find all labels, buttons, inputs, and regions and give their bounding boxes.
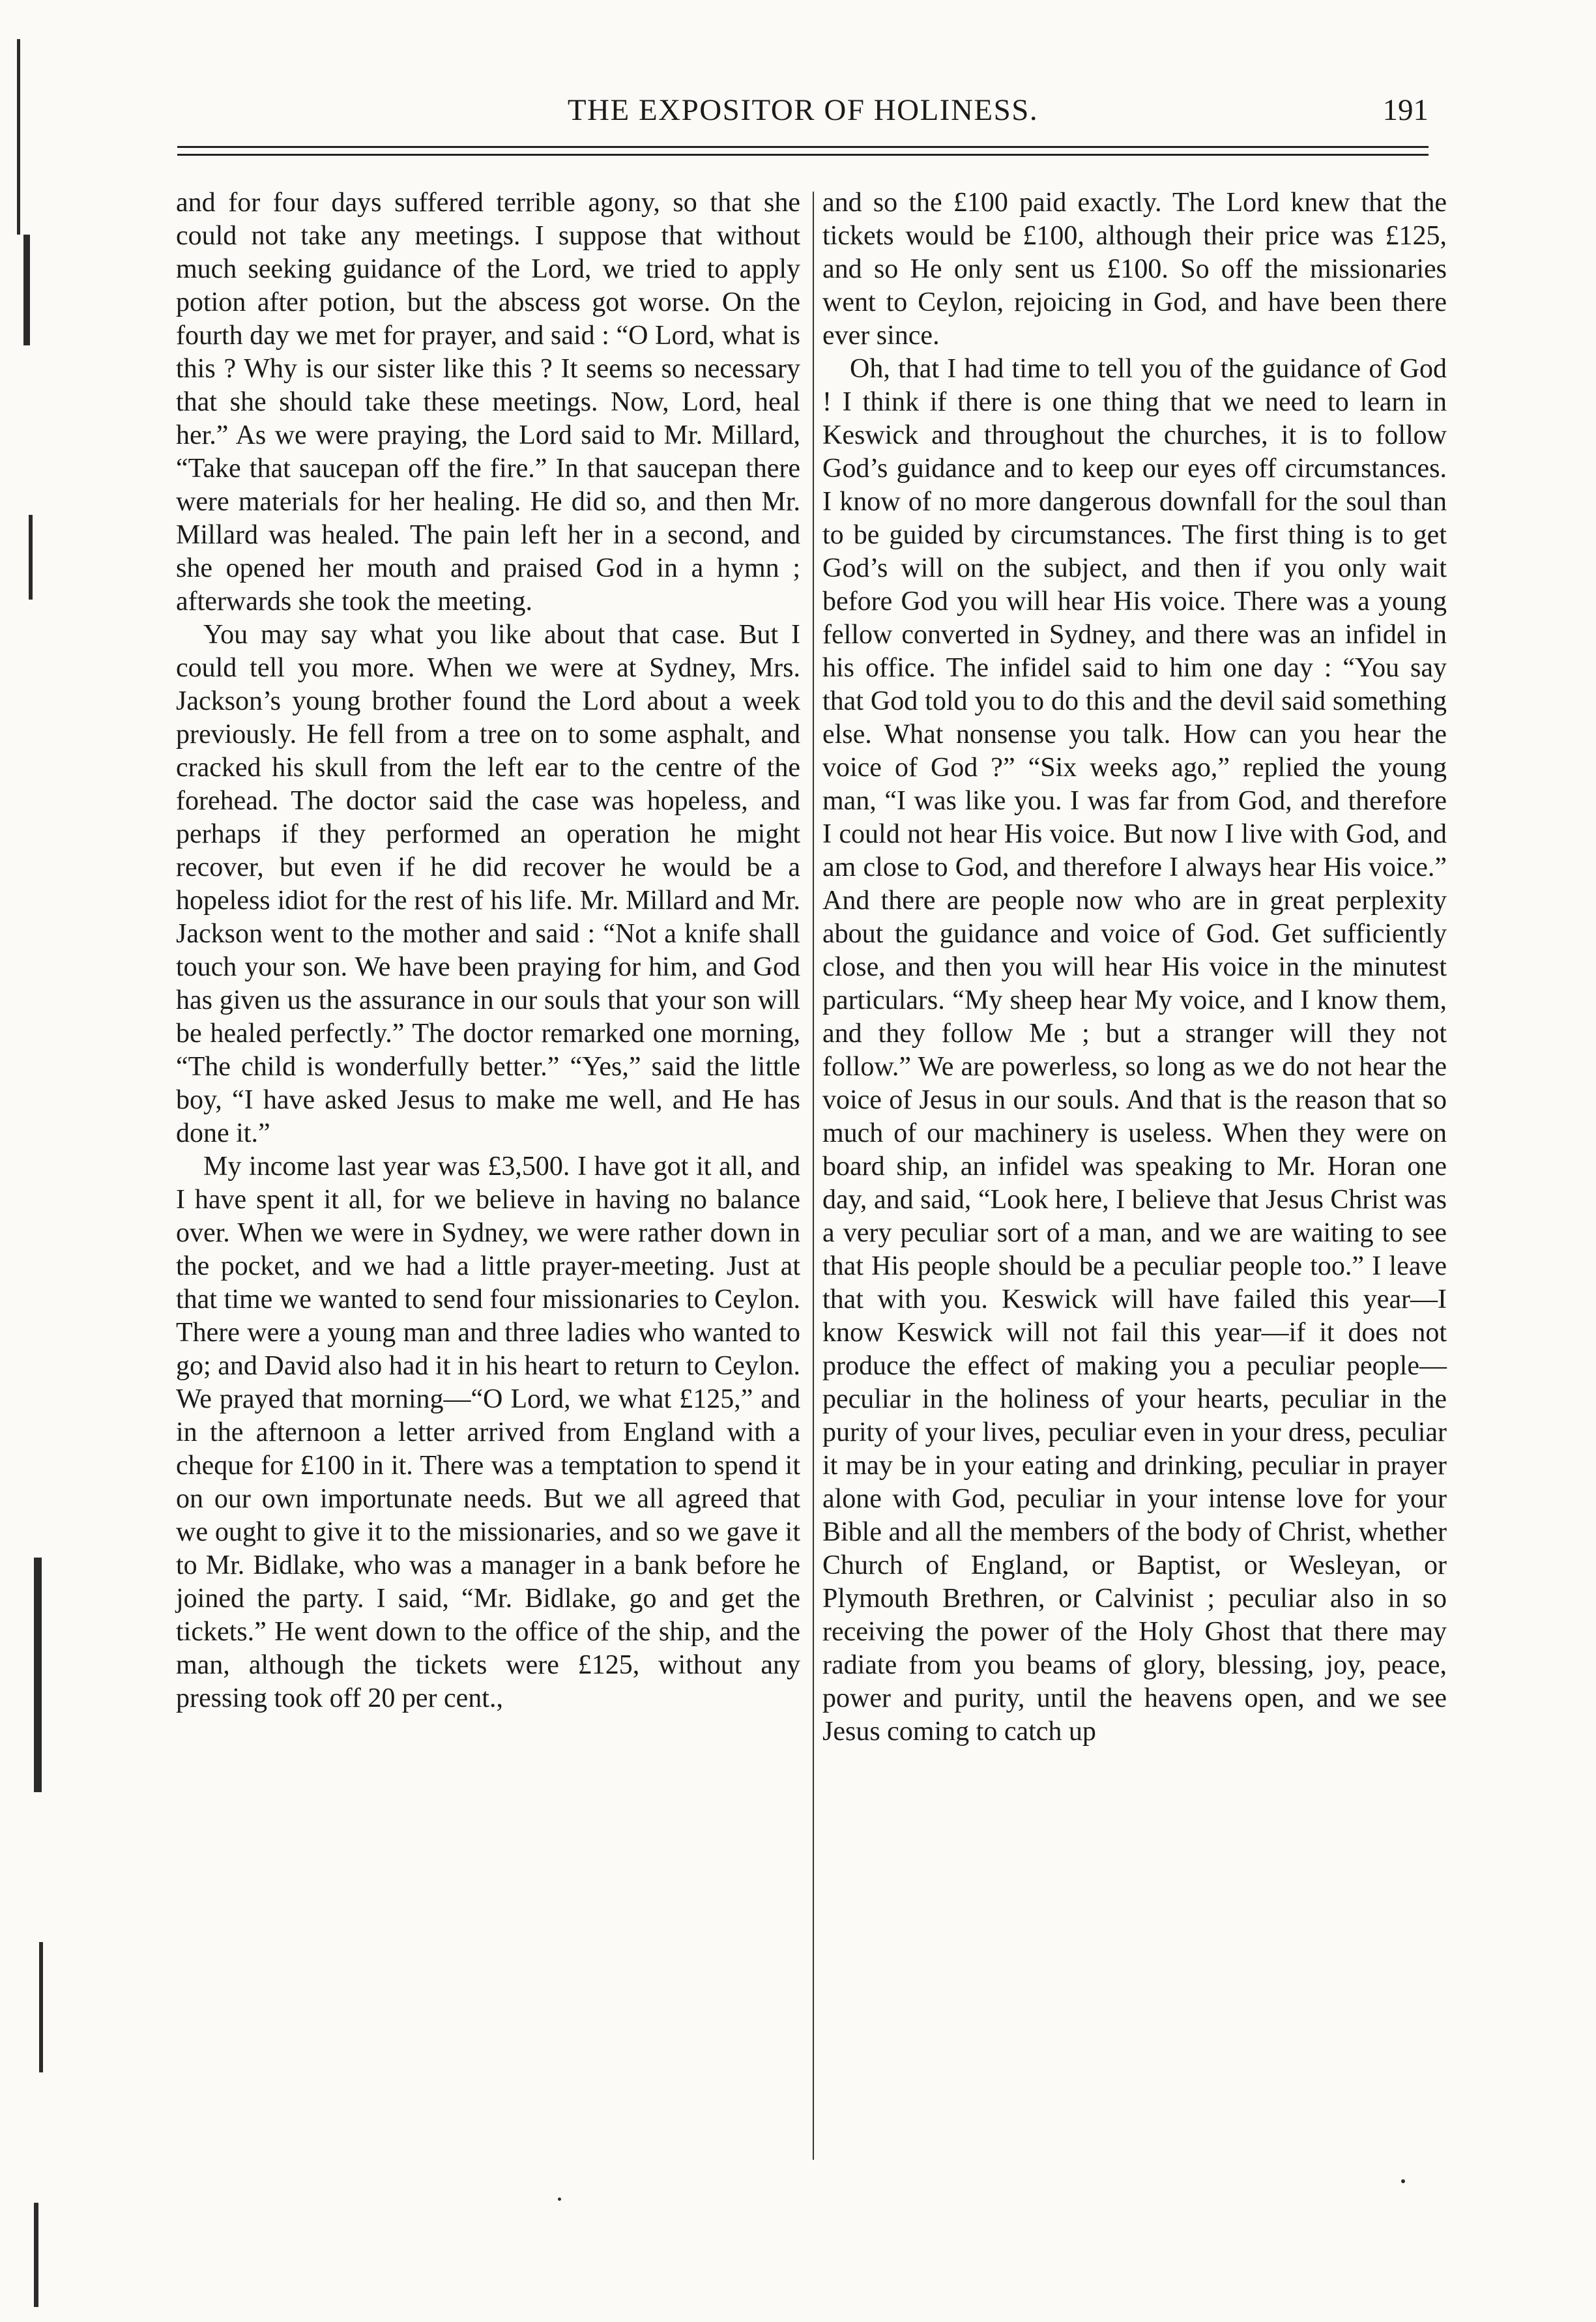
print-speck <box>1401 2179 1405 2183</box>
binding-edge-mark <box>17 39 20 235</box>
binding-edge-mark <box>34 1558 42 1792</box>
paragraph: Oh, that I had time to tell you of the guidance of God ! I think if there is one thing that we need to learn in Keswick and throughout the churches, it is to follow God’s guidance and to keep our eyes off circumstances. I know of no more dangerous downfall for the soul than to be guided by circumstances. The first thing is to get God’s will on the subject, and then if you only wait before God you will hear His voice. There was a young fellow converted in Sydney, and there was an infidel in his office. The infidel said to him one day : “You say that God told you to do this and the devil said something else. What nonsense you talk. How can you hear the voice of God ?” “Six weeks ago,” replied the young man, “I was like you. I was far from God, and therefore I could not hear His voice. But now I live with God, and am close to God, and therefore I always hear His voice.” And there are people now who are in great perplexity about the guidance and voice of God. Get sufficiently close, and then you will hear His voice in the minutest particulars. “My sheep hear My voice, and I know them, and they follow Me ; but a stranger will they not follow.” We are powerless, so long as we do not hear the voice of Jesus in our souls. And that is the reason that so much of our machinery is useless. When they were on board ship, an infidel was speaking to Mr. Horan one day, and said, “Look here, I believe that Jesus Christ was a very peculiar sort of a man, and we are waiting to see that His people should be a peculiar people too.” I leave that with you. Keswick will have failed this year—I know Keswick will not fail this year—if it does not produce the effect of making you a peculiar people—peculiar in the holiness of your hearts, peculiar in the purity of your lives, peculiar even in your dress, peculiar it may be in your eating and drinking, peculiar in prayer alone with God, peculiar in your intense love for your Bible and all the members of the body of Christ, whether Church of England, or Baptist, or Wesleyan, or Plymouth Brethren, or Calvinist ; peculiar also in so receiving the power of the Holy Ghost that there may radiate from you beams of glory, blessing, joy, peace, power and purity, until the heavens open, and we see Jesus coming to catch up <box>822 354 1447 1747</box>
binding-edge-mark <box>23 235 30 345</box>
header-rule <box>177 154 1429 156</box>
paragraph: You may say what you like about that case. But I could tell you more. When we were at Sydney, Mrs. Jackson’s young brother found the Lord about a week previously. He fell from a tree on to some asphalt, and cracked his skull from the left ear to the centre of the forehead. The doctor said the case was hopeless, and perhaps if they performed an operation he might recover, but even if he did recover he would be a hopeless idiot for the rest of his life. Mr. Millard and Mr. Jackson went to the mother and said : “Not a knife shall touch your son. We have been praying for him, and God has given us the assurance in our souls that your son will be healed perfectly.” The doctor remarked one morning, “The child is wonderfully better.” “Yes,” said the little boy, “I have asked Jesus to make me well, and He has done it.” <box>176 620 800 1148</box>
binding-edge-mark <box>39 1942 43 2072</box>
paragraph: My income last year was £3,500. I have got it all, and I have spent it all, for we believe in having no balance over. When we were in Sydney, we were rather down in the pocket, and we had a little prayer-meeting. Just at that time we wanted to send four missionaries to Ceylon. There were a young man and three ladies who wanted to go; and David also had it in his heart to return to Ceylon. We prayed that morning—“O Lord, we what £125,” and in the afternoon a letter arrived from England with a cheque for £100 in it. There was a temptation to spend it on our own importunate needs. But we all agreed that we ought to give it to the missionaries, and so we gave it to Mr. Bidlake, who was a manager in a bank before he joined the party. I said, “Mr. Bidlake, go and get the tickets.” He went down to the office of the ship, and the man, although the tickets were £125, without any pressing took off 20 per cent., <box>176 1152 800 1713</box>
paragraph: and so the £100 paid exactly. The Lord knew that the tickets would be £100, although their price was £125, and so He only sent us £100. So off the missionaries went to Ceylon, rejoicing in God, and have been there ever since. <box>822 188 1447 351</box>
column-divider <box>813 192 814 2160</box>
page-number: 191 <box>1382 93 1429 127</box>
running-title: THE EXPOSITOR OF HOLINESS. <box>567 93 1039 127</box>
left-column <box>176 186 800 1715</box>
paragraph: and for four days suffered terrible agony, so that she could not take any meetings. I suppose that without much seeking guidance of the Lord, we tried to apply potion after potion, but the abscess got worse. On the fourth day we met for prayer, and said : “O Lord, what is this ? Why is our sister like this ? It seems so necessary that she should take these meetings. Now, Lord, heal her.” As we were praying, the Lord said to Mr. Millard, “Take that saucepan off the fire.” In that saucepan there were materials for her healing. He did so, and then Mr. Millard was healed. The pain left her in a second, and she opened her mouth and praised God in a hymn ; afterwards she took the meeting. <box>176 188 800 617</box>
print-speck <box>558 2198 561 2201</box>
binding-edge-mark <box>29 515 33 600</box>
right-column <box>822 186 1447 1749</box>
header-rule <box>177 146 1429 148</box>
binding-edge-mark <box>34 2203 38 2307</box>
page-header <box>177 86 1429 138</box>
